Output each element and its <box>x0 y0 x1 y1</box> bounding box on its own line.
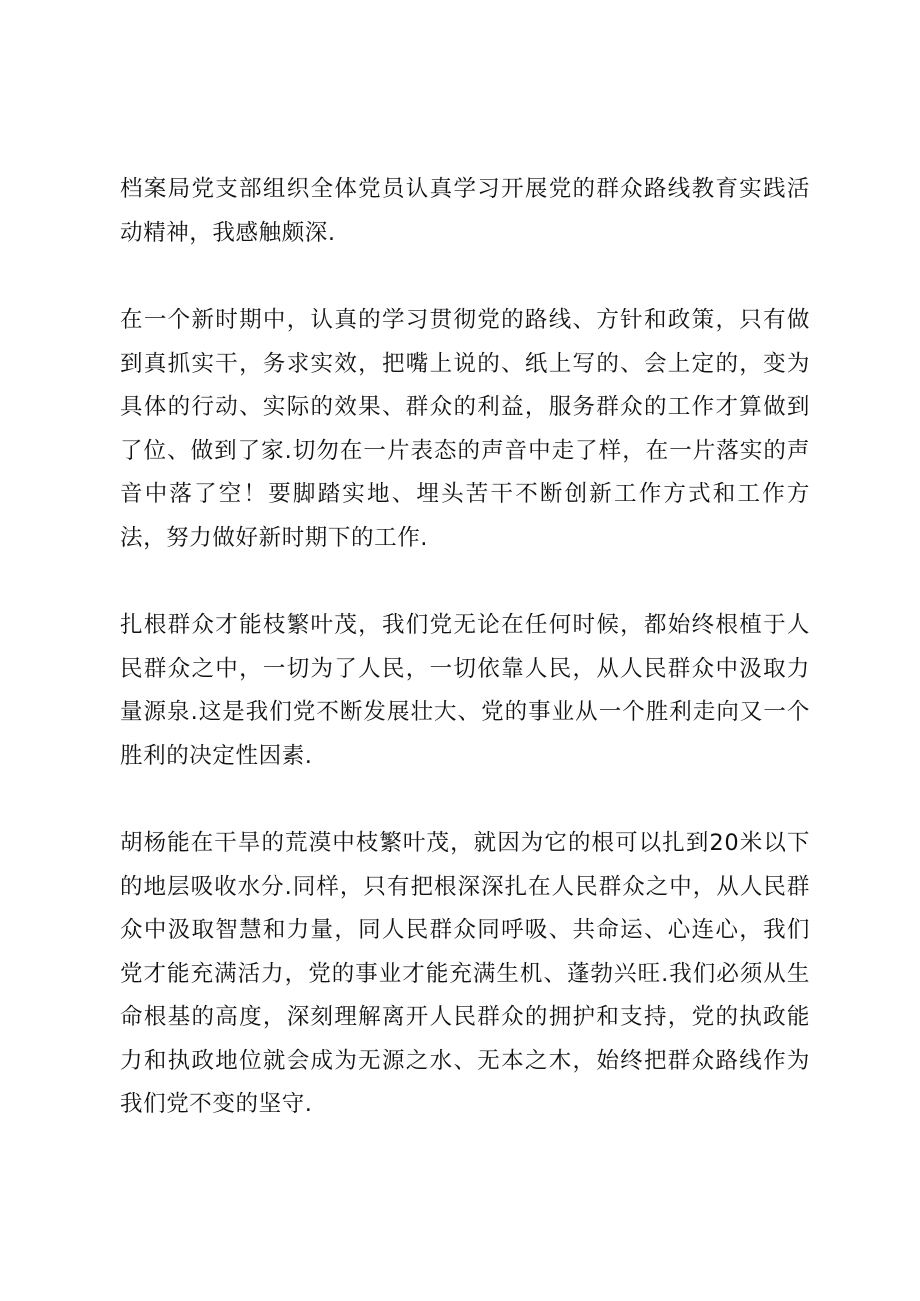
paragraph-4: 胡杨能在干旱的荒漠中枝繁叶茂，就因为它的根可以扎到20米以下的地层吸收水分.同样，只有把根深深扎在人民群众之中，从人民群众中汲取智慧和力量，同人民群众同呼吸、共命运、心连心，我们党才能充满活力，党的事业才能充满生机、蓬勃兴旺.我们必须从生命根基的高度，深刻理解离开人民群众的拥护和支持，党的执政能力和执政地位就会成为无源之水、无本之木，始终把群众路线作为我们党不变的坚守. <box>120 830 810 1117</box>
paragraph-3: 扎根群众才能枝繁叶茂，我们党无论在任何时候，都始终根植于人民群众之中，一切为了人民，一切依靠人民，从人民群众中汲取力量源泉.这是我们党不断发展壮大、党的事业从一个胜利走向又一个胜利的决定性因素. <box>120 612 810 769</box>
paragraph-1: 档案局党支部组织全体党员认真学习开展党的群众路线教育实践活动精神，我感触颇深. <box>120 176 810 246</box>
paragraph-2: 在一个新时期中，认真的学习贯彻党的路线、方针和政策，只有做到真抓实干，务求实效，把嘴上说的、纸上写的、会上定的，变为具体的行动、实际的效果、群众的利益，服务群众的工作才算做到了位、做到了家.切勿在一片表态的声音中走了样，在一片落实的声音中落了空！要脚踏实地、埋头苦干不断创新工作方式和工作方法，努力做好新时期下的工作. <box>120 307 810 551</box>
document-body <box>120 168 810 1171</box>
